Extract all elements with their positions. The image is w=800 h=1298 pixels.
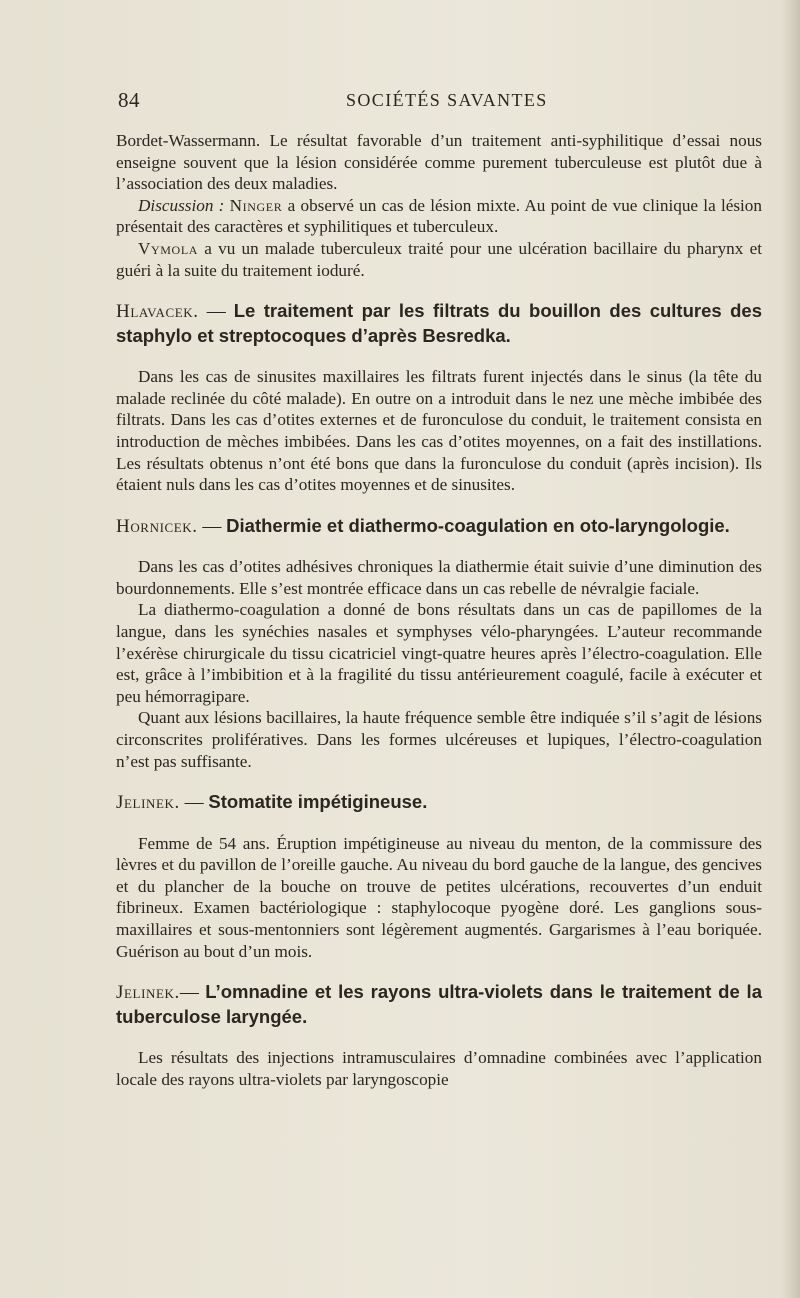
author-vymola: Vymola — [138, 238, 199, 258]
page-header — [118, 88, 758, 114]
section-title-jelinek-2: L’omnadine et les rayons ultra-violets dans le traitement de la tuberculose laryngée. — [116, 981, 762, 1027]
section-heading-jelinek-1 — [116, 790, 762, 815]
heading-dash: — — [198, 301, 234, 323]
running-title: SOCIÉTÉS SAVANTES — [346, 90, 548, 110]
heading-dash: — — [179, 792, 209, 814]
section-title-hlavacek: Le traitement par les filtrats du bouillon des cultures des staphylo et streptocoques d’après Besredka. — [116, 300, 762, 346]
intro-paragraph: Bordet-Wassermann. Le résultat favorable d’un traitement anti-syphilitique d’essai nous enseigne souvent que la lésion considérée comme purement tuberculeuse est plutôt due à l’association des deux maladies. — [116, 131, 762, 194]
page-edge-shadow — [782, 0, 800, 1298]
section-heading-hornicek — [116, 514, 762, 539]
author-ninger: Ninger — [229, 195, 283, 215]
page-number: 84 — [118, 88, 140, 112]
section-title-hornicek: Diathermie et diathermo-coagulation en oto-laryngologie. — [226, 514, 730, 536]
hornicek-paragraph-2: La diathermo-coagulation a donné de bons résultats dans un cas de papillomes de la langue, dans les synéchies nasales et symphyses vélo-pharyngées. L’auteur recommande l’exérèse chirurgicale du tissu cicatriciel vingt-quatre heures après l’électro-coagulation. Elle est, grâce à l’imbibition et à la fragilité du tissu antérieurement coagulé, facile à exécuter et peu hémorragipare. — [116, 600, 762, 706]
discussion-label: Discussion : — [138, 195, 225, 215]
hornicek-paragraph-3: Quant aux lésions bacillaires, la haute fréquence semble être indiquée s’il s’agit de lésions circonscrites prolifératives. Dans les formes ulcéreuses et lupiques, l’électro-coagulation n’est pas suffisante. — [116, 708, 762, 771]
hornicek-paragraph-1: Dans les cas d’otites adhésives chroniques la diathermie était suivie d’une diminution des bourdonnements. Elle s’est montrée efficace dans un cas rebelle de névralgie faciale. — [116, 557, 762, 598]
author-hlavacek: Hlavacek. — [116, 301, 199, 323]
discussion-paragraph — [116, 195, 762, 238]
jelinek-1-paragraph: Femme de 54 ans. Éruption impétigineuse au niveau du menton, de la commissure des lèvres et du pavillon de l’oreille gauche. Au niveau du bord gauche de la langue, des gencives et du plancher de la bouche on trouve de petites ulcérations, recouvertes d’un enduit fibrineux. Examen bactériologique : staphylocoque pyogène doré. Les ganglions sous-maxillaires et sous-mentonniers sont légèrement augmentés. Gargarismes à l’eau boriquée. Guérison au bout d’un mois. — [116, 833, 762, 961]
vymola-paragraph — [116, 238, 762, 281]
author-jelinek: Jelinek. — [116, 982, 180, 1004]
section-heading-jelinek-2 — [116, 980, 762, 1029]
jelinek-2-paragraph: Les résultats des injections intramusculaires d’omnadine combinées avec l’application locale des rayons ultra-violets par laryngoscopie — [116, 1048, 762, 1089]
article-body — [116, 130, 762, 1090]
section-heading-hlavacek — [116, 299, 762, 348]
vymola-text: a vu un malade tuberculeux traité pour une ulcération bacillaire du pharynx et guéri à la suite du traitement ioduré. — [116, 238, 762, 280]
heading-dash: — — [197, 515, 227, 537]
author-jelinek: Jelinek. — [116, 792, 180, 814]
section-title-jelinek-1: Stomatite impétigineuse. — [208, 791, 428, 813]
author-hornicek: Hornicek. — [116, 515, 198, 537]
heading-dash: — — [179, 982, 206, 1004]
hlavacek-paragraph: Dans les cas de sinusites maxillaires les filtrats furent injectés dans le sinus (la tête du malade reclinée du côté malade). En outre on a introduit dans le nez une mèche imbibée des filtrats. Dans les cas d’otites externes et de furonculose du conduit, le traitement consista en introduction de mèches imbibées. Dans les cas d’otites moyennes, on a fait des instillations. Les résultats obtenus n’ont été bons que dans la furonculose du conduit (après incision). Ils étaient nuls dans les cas d’otites moyennes et de sinusites. — [116, 367, 762, 495]
discussion-text: a observé un cas de lésion mixte. Au point de vue clinique la lésion présentait des caractères et syphilitiques et tuberculeux. — [116, 195, 762, 237]
